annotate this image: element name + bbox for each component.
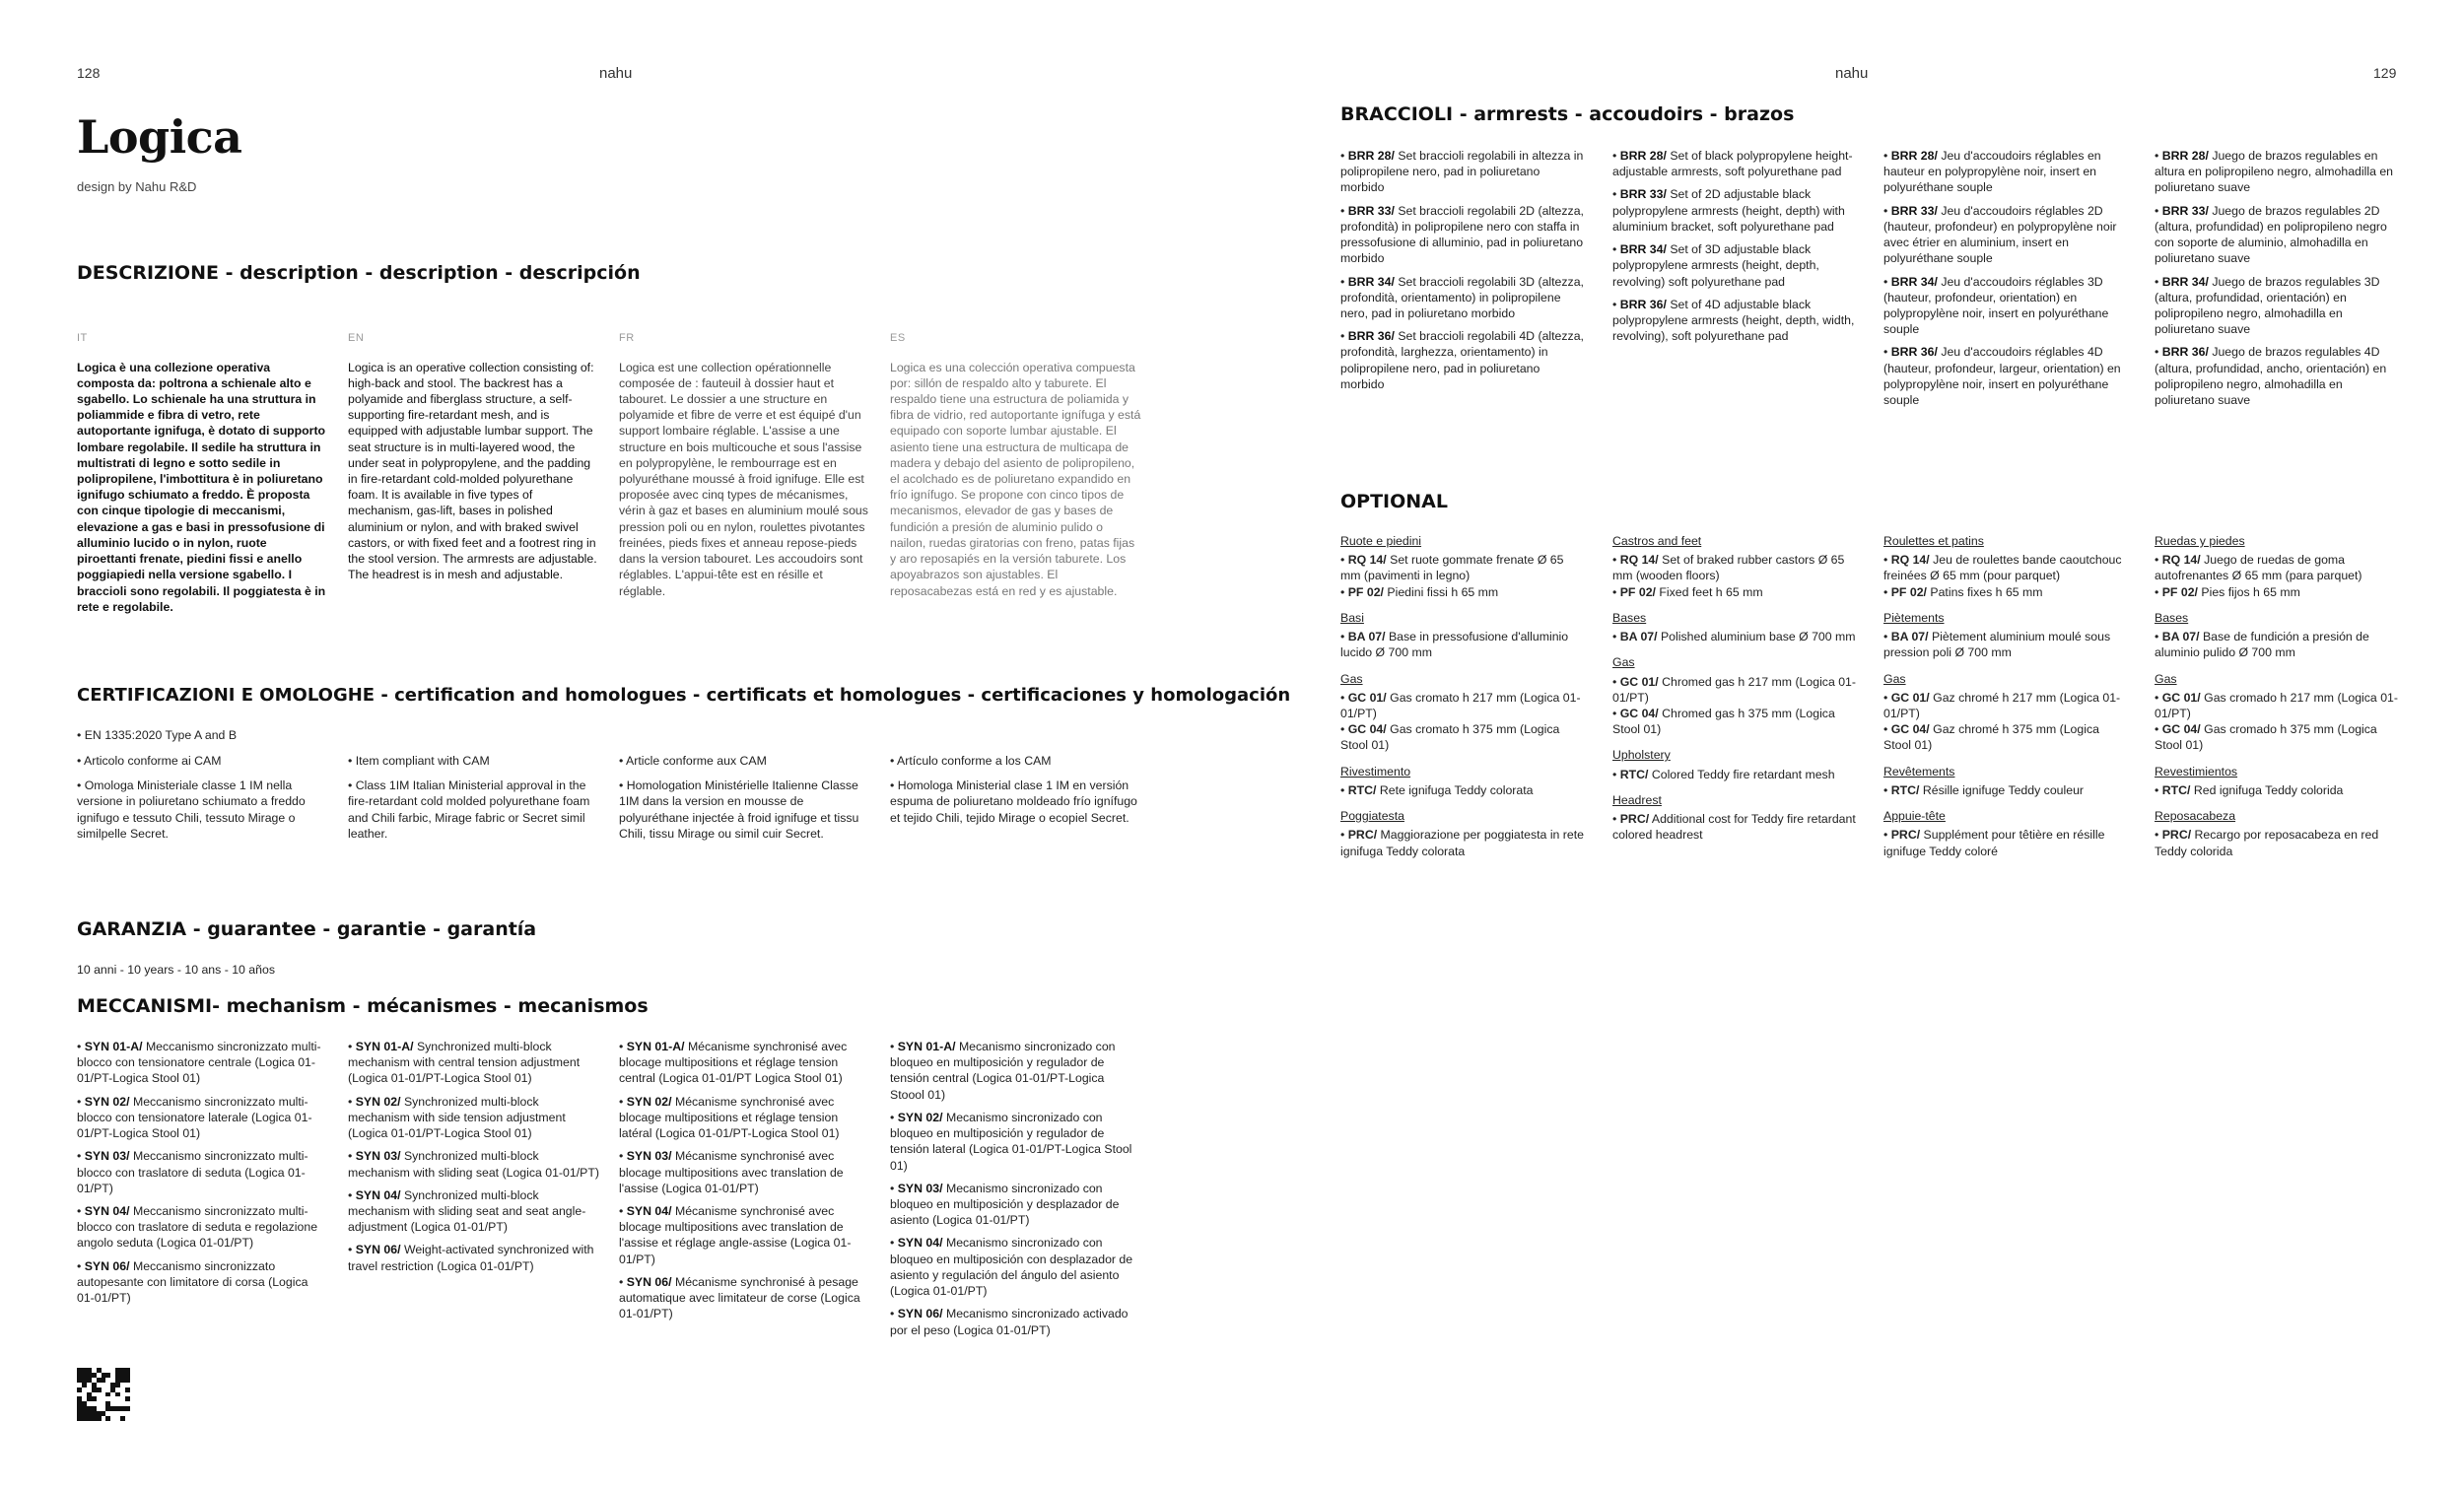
ministerial-homologation: • Homologa Ministerial clase 1 IM en versión espuma de poliuretano moldeado frío ignífugo et tejido Chili, tejido Mirage o ecopiel Secret. — [890, 778, 1137, 825]
optional-text: Polished aluminium base Ø 700 mm — [1660, 630, 1856, 644]
armrest-code: BRR 33/ — [1347, 203, 1395, 218]
mechanism-code: SYN 01-A/ — [897, 1040, 956, 1053]
optional-text: Piètement aluminium moulé sous pression poli Ø 700 mm — [1883, 630, 2111, 660]
armrest-item: • BRR 34/ Jeu d'accoudoirs réglables 3D (hauteur, profondeur, orientation) en polypropylène noir, insert en polyuréthane souple — [1883, 274, 2109, 337]
armrest-column-fr — [1883, 148, 2130, 415]
mechanism-text: Synchronized multi-block mechanism with central tension adjustment (Logica 01-01/PT-Logica Stool 01) — [348, 1040, 581, 1086]
mechanism-text: Meccanismo sincronizzato multi-blocco con tensionatore centrale (Logica 01-01/PT-Logica Stool 01) — [77, 1040, 321, 1086]
optional-item: • PF 02/ Pies fijos h 65 mm — [2155, 584, 2300, 599]
optional-item: • PF 02/ Patins fixes h 65 mm — [1883, 584, 2043, 599]
optional-item: • GC 04/ Chromed gas h 375 mm (Logica Stool 01) — [1612, 706, 1835, 737]
optional-category: Gas — [1612, 655, 1635, 670]
optional-category: Headrest — [1612, 792, 1662, 807]
optional-category: Rivestimento — [1340, 764, 1411, 778]
mechanism-code: SYN 03/ — [626, 1149, 672, 1164]
optional-code: RQ 14/ — [1890, 553, 1930, 568]
optional-text: Additional cost for Teddy fire retardant colored headrest — [1612, 812, 1856, 843]
optional-category: Revestimientos — [2155, 764, 2238, 778]
optional-category: Upholstery — [1612, 748, 1671, 763]
armrest-text: Jeu d'accoudoirs réglables 2D (hauteur, profondeur) en polypropylène noir avec étrier en aluminium, insert en polyuréthane souple — [1883, 203, 2117, 266]
designer-credit: design by Nahu R&D — [77, 179, 197, 194]
optional-category: Revêtements — [1883, 764, 1955, 778]
armrest-item: • BRR 33/ Set of 2D adjustable black polypropylene armrests (height, depth) with aluminium bracket, soft polyurethane pad — [1612, 187, 1845, 234]
mechanism-item: • SYN 03/ Synchronized multi-block mechanism with sliding seat (Logica 01-01/PT) — [348, 1149, 599, 1180]
armrest-text: Jeu d'accoudoirs réglables en hauteur en polypropylène noir, insert en polyuréthane souple — [1883, 149, 2101, 195]
mechanism-code: SYN 06/ — [355, 1243, 401, 1257]
mechanism-text: Mécanisme synchronisé avec blocage multipositions et réglage tension latéral (Logica 01-01/PT-Logica Stool 01) — [619, 1094, 840, 1141]
optional-item: • GC 01/ Chromed gas h 217 mm (Logica 01-01/PT) — [1612, 674, 1856, 705]
optional-item: • RTC/ Red ignifuga Teddy colorida — [2155, 782, 2344, 797]
mechanism-text: Meccanismo sincronizzato multi-blocco con traslatore di seduta e regolazione angolo seduta (Logica 01-01/PT) — [77, 1203, 318, 1251]
mechanism-item: • SYN 01-A/ Mécanisme synchronisé avec blocage multipositions et réglage tension central (Logica 01-01/PT Logica Stool 01) — [619, 1040, 848, 1086]
armrest-item: • BRR 33/ Jeu d'accoudoirs réglables 2D (hauteur, profondeur) en polypropylène noir avec étrier en aluminium, insert en polyuréthane souple — [1883, 203, 2117, 266]
optional-category: Gas — [2155, 671, 2177, 686]
armrest-text: Set braccioli regolabili in altezza in polipropilene nero, pad in poliuretano morbido — [1340, 149, 1584, 195]
armrest-text: Set braccioli regolabili 4D (altezza, profondità, larghezza, orientamento) in polipropilene nero, pad in poliuretano morbido — [1340, 329, 1584, 391]
optional-item: • GC 04/ Gas cromado h 375 mm (Logica Stool 01) — [2155, 722, 2377, 753]
optional-item: • GC 04/ Gaz chromé h 375 mm (Logica Stool 01) — [1883, 722, 2099, 753]
optional-text: Base de fundición a presión de aluminio pulido Ø 700 mm — [2155, 630, 2369, 660]
mechanism-code: SYN 01-A/ — [84, 1040, 143, 1053]
optional-code: GC 01/ — [1347, 690, 1387, 705]
armrest-text: Jeu d'accoudoirs réglables 3D (hauteur, profondeur, orientation) en polypropylène noir, insert en polyuréthane souple — [1883, 274, 2109, 337]
armrest-item: • BRR 28/ Jeu d'accoudoirs réglables en hauteur en polypropylène noir, insert en polyuréthane souple — [1883, 149, 2101, 195]
armrest-text: Set braccioli regolabili 3D (altezza, profondità, orientamento) in polipropilene nero, pad in poliuretano morbido — [1340, 274, 1584, 320]
mechanism-code: SYN 04/ — [626, 1203, 672, 1218]
optional-code: PF 02/ — [1619, 584, 1656, 599]
qr-code-icon[interactable] — [77, 1368, 130, 1421]
optional-column-es — [2155, 533, 2401, 859]
brand-right: nahu — [1835, 65, 1869, 82]
armrest-item: • BRR 33/ Juego de brazos regulables 2D (altura, profundidad) en polipropileno negro con soporte de aluminio, almohadilla en poliuretano suave — [2155, 203, 2387, 266]
armrest-item: • BRR 28/ Set of black polypropylene height-adjustable armrests, soft polyurethane pad — [1612, 149, 1853, 179]
optional-text: Piedini fissi h 65 mm — [1387, 584, 1499, 599]
optional-text: Gaz chromé h 375 mm (Logica Stool 01) — [1883, 722, 2099, 753]
mechanism-text: Synchronized multi-block mechanism with sliding seat (Logica 01-01/PT) — [348, 1149, 599, 1180]
description-text: Logica è una collezione operativa composta da: poltrona a schienale alto e sgabello. Lo schienale ha una struttura in poliammide e fibra di vetro, rete autoportante ignifuga, è dotato di supporto lombare regolabile. Il sedile ha struttura in multistrati di legno e sotto sedile in polipropilene, l'imbottitura è in poliuretano ignifugo schiumato a freddo. È proposta con cinque tipologie di meccanismi, elevazione a gas e basi in pressofusione di alluminio lucido o in nylon, ruote piroettanti frenate, piedini fissi e anello poggiapiedi nella versione sgabello. I braccioli sono regolabili. Il poggiatesta è in rete e regolabile. — [77, 360, 326, 614]
mechanism-code: SYN 06/ — [897, 1307, 943, 1321]
mechanism-text: Mecanismo sincronizado con bloqueo en multiposición y regulador de tensión central (Logica 01-01/PT-Logica Stoool 01) — [890, 1040, 1116, 1102]
mechanism-column-it — [77, 1039, 328, 1313]
armrest-code: BRR 33/ — [2161, 203, 2209, 218]
mechanism-text: Mécanisme synchronisé avec blocage multipositions avec translation de l'assise (Logica 01-01/PT) — [619, 1149, 844, 1195]
optional-text: Gaz chromé h 217 mm (Logica 01-01/PT) — [1883, 690, 2121, 720]
armrest-item: • BRR 36/ Jeu d'accoudoirs réglables 4D (hauteur, profondeur, largeur, orientation) en polypropylène noir, insert en polyuréthane souple — [1883, 345, 2121, 408]
armrest-item: • BRR 36/ Set of 4D adjustable black polypropylene armrests (height, depth, width, revolving), soft polyurethane pad — [1612, 297, 1855, 344]
optional-code: PRC/ — [1890, 828, 1921, 843]
optional-code: GC 04/ — [1619, 706, 1659, 720]
brand-left: nahu — [599, 65, 633, 82]
optional-code: GC 01/ — [2161, 690, 2201, 705]
optional-code: RTC/ — [1347, 782, 1377, 797]
mechanism-code: SYN 02/ — [355, 1094, 401, 1109]
mechanism-code: SYN 04/ — [897, 1236, 943, 1251]
mechanism-code: SYN 04/ — [84, 1203, 130, 1218]
mechanism-item: • SYN 06/ Meccanismo sincronizzato autopesante con limitatore di corsa (Logica 01-01/PT) — [77, 1258, 308, 1306]
cam-compliance: • Article conforme aux CAM — [619, 754, 767, 768]
mechanism-code: SYN 02/ — [84, 1094, 130, 1109]
mechanism-text: Synchronized multi-block mechanism with side tension adjustment (Logica 01-01/PT-Logica Stool 01) — [348, 1094, 566, 1141]
mechanism-text: Mecanismo sincronizado con bloqueo en multiposición y regulador de tensión lateral (Logica 01-01/PT-Logica Stool 01) — [890, 1110, 1132, 1173]
optional-column-fr — [1883, 533, 2130, 859]
optional-text: Jeu de roulettes bande caoutchouc freinées Ø 65 mm (pour parquet) — [1883, 553, 2122, 583]
optional-code: PF 02/ — [1347, 584, 1384, 599]
certification-column-es — [890, 753, 1141, 835]
optional-text: Gas cromado h 375 mm (Logica Stool 01) — [2155, 722, 2377, 753]
mechanism-item: • SYN 03/ Mécanisme synchronisé avec blocage multipositions avec translation de l'assise (Logica 01-01/PT) — [619, 1149, 844, 1195]
armrest-code: BRR 36/ — [1347, 329, 1395, 344]
optional-heading: OPTIONAL — [1340, 491, 1448, 512]
armrest-item: • BRR 28/ Juego de brazos regulables en altura en polipropileno negro, almohadilla en poliuretano suave — [2155, 149, 2394, 195]
optional-item: • RQ 14/ Set ruote gommate frenate Ø 65 mm (pavimenti in legno) — [1340, 553, 1564, 583]
optional-item: • RTC/ Rete ignifuga Teddy colorata — [1340, 782, 1534, 797]
optional-category: Gas — [1340, 671, 1363, 686]
armrest-text: Juego de brazos regulables 4D (altura, profundidad, ancho, orientación) en polipropileno negro, almohadilla en poliuretano suave — [2155, 345, 2387, 408]
armrest-item: • BRR 34/ Juego de brazos regulables 3D (altura, profundidad, orientación) en polipropileno negro, almohadilla en poliuretano suave — [2155, 274, 2380, 337]
armrest-code: BRR 28/ — [1347, 149, 1395, 163]
optional-text: Chromed gas h 375 mm (Logica Stool 01) — [1612, 706, 1835, 737]
page-number-right: 129 — [2373, 65, 2397, 81]
mechanism-text: Mécanisme synchronisé à pesage automatique avec limitateur de corse (Logica 01-01/PT) — [619, 1274, 860, 1321]
mechanism-code: SYN 03/ — [84, 1149, 130, 1164]
armrest-code: BRR 34/ — [1890, 274, 1938, 289]
optional-code: RTC/ — [1890, 782, 1920, 797]
optional-code: RQ 14/ — [1619, 553, 1659, 568]
armrest-code: BRR 34/ — [1619, 242, 1667, 257]
mechanism-text: Weight-activated synchronized with travel restriction (Logica 01-01/PT) — [348, 1243, 594, 1273]
page-number-left: 128 — [77, 65, 101, 81]
optional-text: Gas cromato h 217 mm (Logica 01-01/PT) — [1340, 690, 1581, 720]
armrest-item: • BRR 36/ Set braccioli regolabili 4D (altezza, profondità, larghezza, orientamento) in polipropilene nero, pad in poliuretano morbido — [1340, 329, 1584, 391]
optional-text: Recargo por reposacabeza en red Teddy colorida — [2155, 828, 2379, 858]
certification-column-it — [77, 753, 328, 850]
certification-column-fr — [619, 753, 870, 850]
mechanism-item: • SYN 02/ Synchronized multi-block mechanism with side tension adjustment (Logica 01-01/PT-Logica Stool 01) — [348, 1094, 566, 1141]
armrest-item: • BRR 28/ Set braccioli regolabili in altezza in polipropilene nero, pad in poliuretano morbido — [1340, 149, 1584, 195]
armrest-item: • BRR 36/ Juego de brazos regulables 4D (altura, profundidad, ancho, orientación) en polipropileno negro, almohadilla en poliuretano suave — [2155, 345, 2387, 408]
optional-text: Supplément pour têtière en résille ignifuge Teddy coloré — [1883, 828, 2105, 858]
description-column-fr — [619, 331, 870, 599]
armrest-text: Set of 3D adjustable black polypropylene armrests (height, depth, revolving) soft polyurethane pad — [1612, 242, 1819, 289]
armrest-code: BRR 36/ — [1619, 297, 1667, 311]
mechanism-item: • SYN 01-A/ Meccanismo sincronizzato multi-blocco con tensionatore centrale (Logica 01-01/PT-Logica Stool 01) — [77, 1040, 321, 1086]
armrest-code: BRR 28/ — [2161, 149, 2209, 163]
armrest-text: Juego de brazos regulables 2D (altura, profundidad) en polipropileno negro con soporte de aluminio, almohadilla en poliuretano suave — [2155, 203, 2387, 266]
armrest-code: BRR 34/ — [1347, 274, 1395, 289]
armrest-text: Juego de brazos regulables 3D (altura, profundidad, orientación) en polipropileno negro, almohadilla en poliuretano suave — [2155, 274, 2380, 337]
optional-item: • BA 07/ Base de fundición a presión de aluminio pulido Ø 700 mm — [2155, 630, 2369, 660]
mechanism-text: Mecanismo sincronizado activado por el peso (Logica 01-01/PT) — [890, 1307, 1129, 1337]
optional-item: • GC 01/ Gaz chromé h 217 mm (Logica 01-01/PT) — [1883, 690, 2121, 720]
optional-item: • PRC/ Supplément pour têtière en résille ignifuge Teddy coloré — [1883, 828, 2105, 858]
optional-text: Set of braked rubber castors Ø 65 mm (wooden floors) — [1612, 553, 1845, 583]
guarantee-text: 10 anni - 10 years - 10 ans - 10 años — [77, 963, 275, 977]
mechanism-text: Mécanisme synchronisé avec blocage multipositions avec translation de l'assise et réglage angle-assise (Logica 01-01/PT) — [619, 1203, 852, 1266]
optional-text: Colored Teddy fire retardant mesh — [1651, 767, 1835, 781]
armrest-text: Set of 2D adjustable black polypropylene armrests (height, depth) with aluminium bracket, soft polyurethane pad — [1612, 187, 1845, 234]
mechanism-code: SYN 03/ — [355, 1149, 401, 1164]
cam-compliance: • Item compliant with CAM — [348, 754, 490, 768]
armrest-column-it — [1340, 148, 1587, 399]
optional-category: Bases — [2155, 610, 2189, 625]
mechanism-code: SYN 02/ — [897, 1110, 943, 1124]
armrest-item: • BRR 34/ Set braccioli regolabili 3D (altezza, profondità, orientamento) in polipropilene nero, pad in poliuretano morbido — [1340, 274, 1584, 320]
mechanism-item: • SYN 04/ Synchronized multi-block mechanism with sliding seat and seat angle-adjustment (Logica 01-01/PT) — [348, 1187, 586, 1235]
mechanism-column-es — [890, 1039, 1141, 1345]
optional-item: • PF 02/ Fixed feet h 65 mm — [1612, 584, 1763, 599]
optional-code: RTC/ — [2161, 782, 2191, 797]
optional-category: Ruote e piedini — [1340, 534, 1422, 548]
optional-text: Base in pressofusione d'alluminio lucido Ø 700 mm — [1340, 630, 1569, 660]
optional-code: PF 02/ — [1890, 584, 1927, 599]
mechanism-column-fr — [619, 1039, 870, 1329]
mechanism-code: SYN 03/ — [897, 1181, 943, 1195]
optional-code: BA 07/ — [1347, 630, 1386, 644]
mechanism-code: SYN 02/ — [626, 1094, 672, 1109]
optional-text: Set ruote gommate frenate Ø 65 mm (pavimenti in legno) — [1340, 553, 1564, 583]
ministerial-homologation: • Homologation Ministérielle Italienne Classe 1IM dans la version en mousse de polyuréthane injectée à froid ignifuge et tissu Chili, tissu Mirage ou simil cuir Secret. — [619, 778, 859, 841]
optional-column-it — [1340, 533, 1587, 859]
optional-code: GC 01/ — [1890, 690, 1930, 705]
description-heading: DESCRIZIONE - description - description - descripción — [77, 262, 641, 284]
language-label: IT — [77, 332, 88, 344]
description-text: Logica es una colección operativa compuesta por: sillón de respaldo alto y taburete. El respaldo tiene una estructura de poliamida y fibra de vidrio, red autoportante ignífuga y está equipado con soporte lumbar ajustable. El asiento tiene una estructura de multicapa de madera y debajo del asiento de polipropileno, el acolchado es de poliuretano expandido en frío ignífugo. Se propone con cinco tipos de mecanismos, elevador de gas y bases de fundición a presión de aluminio pulido o nailon, ruedas giratorias con freno, patas fijas y aro reposapiés en la versión taburete. Los apoyabrazos son ajustables. El reposacabezas está en red y es ajustable. — [890, 360, 1141, 598]
mechanism-item: • SYN 01-A/ Synchronized multi-block mechanism with central tension adjustment (Logica 01-01/PT-Logica Stool 01) — [348, 1040, 581, 1086]
optional-text: Chromed gas h 217 mm (Logica 01-01/PT) — [1612, 674, 1856, 705]
mechanism-item: • SYN 04/ Meccanismo sincronizzato multi-blocco con traslatore di seduta e regolazione angolo seduta (Logica 01-01/PT) — [77, 1203, 318, 1251]
mechanism-text: Synchronized multi-block mechanism with sliding seat and seat angle-adjustment (Logica 01-01/PT) — [348, 1187, 586, 1235]
mechanism-item: • SYN 04/ Mécanisme synchronisé avec blocage multipositions avec translation de l'assise et réglage angle-assise (Logica 01-01/PT) — [619, 1203, 852, 1266]
optional-code: GC 04/ — [1347, 722, 1387, 737]
optional-code: RQ 14/ — [2161, 553, 2201, 568]
armrests-heading: BRACCIOLI - armrests - accoudoirs - brazos — [1340, 103, 1795, 125]
armrest-text: Set braccioli regolabili 2D (altezza, profondità) in polipropilene nero con staffa in pressofusione di alluminio, pad in poliuretano morbido — [1340, 203, 1584, 266]
optional-code: PRC/ — [1619, 812, 1650, 827]
armrest-code: BRR 36/ — [1890, 345, 1938, 360]
optional-text: Maggiorazione per poggiatesta in rete ignifuga Teddy colorata — [1340, 828, 1584, 858]
mechanism-item: • SYN 06/ Mecanismo sincronizado activado por el peso (Logica 01-01/PT) — [890, 1307, 1129, 1337]
mechanism-item: • SYN 02/ Mecanismo sincronizado con bloqueo en multiposición y regulador de tensión lateral (Logica 01-01/PT-Logica Stool 01) — [890, 1110, 1132, 1173]
mechanisms-heading: MECCANISMI- mechanism - mécanismes - mecanismos — [77, 995, 649, 1017]
mechanism-code: SYN 06/ — [84, 1258, 130, 1273]
optional-code: RTC/ — [1619, 767, 1649, 781]
optional-text: Gas cromato h 375 mm (Logica Stool 01) — [1340, 722, 1560, 753]
mechanism-item: • SYN 04/ Mecanismo sincronizado con bloqueo en multiposición con desplazador de asiento y regulación del ángulo del asiento (Logica 01-01/PT) — [890, 1236, 1133, 1299]
optional-category: Poggiatesta — [1340, 809, 1404, 824]
description-text: Logica est une collection opérationnelle composée de : fauteuil à dossier haut et tabouret. Le dossier a une structure en polyamide et fibre de verre et est équipé d'un support lombaire réglable. L'assise a une structure en bois multicouche et sous l'assise en polypropylène, le rembourrage est en polyuréthane moussé à froid ignifuge. Elle est proposée avec cinq types de mécanismes, vérin à gaz et bases en aluminium moulé sous pression poli ou en nylon, roulettes pivotantes freinées, pieds fixes et anneau repose-pieds dans la version tabouret. Les accoudoirs sont réglables. L'appui-tête est en résille et réglable. — [619, 360, 868, 598]
description-text: Logica is an operative collection consisting of: high-back and stool. The backrest has a polyamide and fiberglass structure, a self-supporting fire-retardant mesh, and is equipped with adjustable lumbar support. The seat structure is in multi-layered wood, the under seat in polypropylene, and the padding in fire-retardant cold-molded polyurethane foam. It is available in five types of mechanism, gas-lift, bases in polished aluminium or nylon, and with braked swivel castors, or with fixed feet and a footrest ring in the stool version. The armrests are adjustable. The headrest is in mesh and adjustable. — [348, 360, 597, 582]
description-column-es — [890, 331, 1141, 599]
mechanism-text: Meccanismo sincronizzato multi-blocco con tensionatore laterale (Logica 01-01/PT-Logica Stool 01) — [77, 1094, 312, 1141]
mechanism-item: • SYN 06/ Mécanisme synchronisé à pesage automatique avec limitateur de corse (Logica 01-01/PT) — [619, 1274, 860, 1321]
optional-code: BA 07/ — [2161, 630, 2200, 644]
mechanism-text: Mecanismo sincronizado con bloqueo en multiposición y desplazador de asiento (Logica 01-01/PT) — [890, 1181, 1120, 1228]
optional-item: • RQ 14/ Juego de ruedas de goma autofrenantes Ø 65 mm (para parquet) — [2155, 553, 2362, 583]
mechanism-item: • SYN 06/ Weight-activated synchronized with travel restriction (Logica 01-01/PT) — [348, 1243, 594, 1273]
optional-column-en — [1612, 533, 1859, 844]
armrest-text: Juego de brazos regulables en altura en polipropileno negro, almohadilla en poliuretano suave — [2155, 149, 2394, 195]
optional-item: • BA 07/ Polished aluminium base Ø 700 mm — [1612, 630, 1856, 644]
optional-item: • GC 04/ Gas cromato h 375 mm (Logica Stool 01) — [1340, 722, 1560, 753]
armrest-item: • BRR 33/ Set braccioli regolabili 2D (altezza, profondità) in polipropilene nero con staffa in pressofusione di alluminio, pad in poliuretano morbido — [1340, 203, 1584, 266]
mechanism-code: SYN 06/ — [626, 1274, 672, 1289]
optional-category: Appuie-tête — [1883, 809, 1946, 824]
mechanism-text: Meccanismo sincronizzato autopesante con limitatore di corsa (Logica 01-01/PT) — [77, 1258, 308, 1306]
optional-item: • RQ 14/ Set of braked rubber castors Ø 65 mm (wooden floors) — [1612, 553, 1845, 583]
mechanism-code: SYN 04/ — [355, 1187, 401, 1202]
optional-item: • BA 07/ Base in pressofusione d'alluminio lucido Ø 700 mm — [1340, 630, 1569, 660]
armrest-text: Set of black polypropylene height-adjustable armrests, soft polyurethane pad — [1612, 149, 1853, 179]
mechanism-code: SYN 01-A/ — [626, 1040, 685, 1053]
cam-compliance: • Artículo conforme a los CAM — [890, 754, 1052, 768]
ministerial-homologation: • Class 1IM Italian Ministerial approval in the fire-retardant cold molded polyurethane foam and Chili farbic, Mirage fabric or Secret simil leather. — [348, 778, 590, 841]
optional-category: Piètements — [1883, 610, 1945, 625]
armrest-column-en — [1612, 148, 1859, 351]
guarantee-heading: GARANZIA - guarantee - garantie - garantía — [77, 918, 537, 940]
optional-code: GC 04/ — [2161, 722, 2201, 737]
optional-item: • PRC/ Maggiorazione per poggiatesta in rete ignifuga Teddy colorata — [1340, 828, 1584, 858]
optional-item: • PRC/ Recargo por reposacabeza en red Teddy colorida — [2155, 828, 2379, 858]
optional-category: Ruedas y piedes — [2155, 534, 2245, 548]
armrest-code: BRR 33/ — [1619, 187, 1667, 202]
optional-text: Pies fijos h 65 mm — [2201, 584, 2300, 599]
optional-text: Fixed feet h 65 mm — [1659, 584, 1763, 599]
armrest-code: BRR 33/ — [1890, 203, 1938, 218]
mechanism-code: SYN 01-A/ — [355, 1040, 414, 1053]
mechanism-column-en — [348, 1039, 599, 1281]
optional-category: Bases — [1612, 610, 1647, 625]
optional-text: Juego de ruedas de goma autofrenantes Ø 65 mm (para parquet) — [2155, 553, 2362, 583]
optional-item: • RQ 14/ Jeu de roulettes bande caoutchouc freinées Ø 65 mm (pour parquet) — [1883, 553, 2122, 583]
optional-code: PF 02/ — [2161, 584, 2198, 599]
optional-item: • PRC/ Additional cost for Teddy fire retardant colored headrest — [1612, 812, 1856, 843]
optional-category: Roulettes et patins — [1883, 534, 1984, 548]
optional-category: Castros and feet — [1612, 534, 1702, 548]
language-label: ES — [890, 332, 906, 344]
optional-category: Reposacabeza — [2155, 809, 2236, 824]
armrest-code: BRR 34/ — [2161, 274, 2209, 289]
optional-code: GC 01/ — [1619, 674, 1659, 689]
armrest-text: Jeu d'accoudoirs réglables 4D (hauteur, profondeur, largeur, orientation) en polypropylène noir, insert en polyuréthane souple — [1883, 345, 2121, 408]
armrest-column-es — [2155, 148, 2401, 415]
optional-item: • BA 07/ Piètement aluminium moulé sous pression poli Ø 700 mm — [1883, 630, 2111, 660]
optional-code: BA 07/ — [1890, 630, 1929, 644]
optional-code: GC 04/ — [1890, 722, 1930, 737]
optional-item: • GC 01/ Gas cromado h 217 mm (Logica 01-01/PT) — [2155, 690, 2398, 720]
optional-code: RQ 14/ — [1347, 553, 1387, 568]
armrest-code: BRR 28/ — [1619, 149, 1667, 163]
optional-item: • RTC/ Résille ignifuge Teddy couleur — [1883, 782, 2085, 797]
mechanism-item: • SYN 03/ Mecanismo sincronizado con bloqueo en multiposición y desplazador de asiento (Logica 01-01/PT) — [890, 1181, 1120, 1228]
armrest-code: BRR 36/ — [2161, 345, 2209, 360]
optional-item: • RTC/ Colored Teddy fire retardant mesh — [1612, 767, 1835, 781]
optional-code: PRC/ — [2161, 828, 2192, 843]
optional-category: Gas — [1883, 671, 1906, 686]
armrest-code: BRR 28/ — [1890, 149, 1938, 163]
mechanism-text: Mécanisme synchronisé avec blocage multipositions et réglage tension central (Logica 01-01/PT Logica Stool 01) — [619, 1040, 848, 1086]
armrest-text: Set of 4D adjustable black polypropylene armrests (height, depth, width, revolving), soft polyurethane pad — [1612, 297, 1855, 344]
armrest-item: • BRR 34/ Set of 3D adjustable black polypropylene armrests (height, depth, revolving) soft polyurethane pad — [1612, 242, 1819, 289]
cam-compliance: • Articolo conforme ai CAM — [77, 754, 222, 768]
certification-standard: • EN 1335:2020 Type A and B — [77, 728, 238, 742]
optional-text: Rete ignifuga Teddy colorata — [1379, 782, 1534, 797]
mechanism-text: Mecanismo sincronizado con bloqueo en multiposición con desplazador de asiento y regulación del ángulo del asiento (Logica 01-01/PT) — [890, 1236, 1133, 1299]
optional-code: BA 07/ — [1619, 630, 1658, 644]
page-title: Logica — [77, 110, 242, 164]
description-column-en — [348, 331, 599, 583]
description-column-it — [77, 331, 328, 615]
optional-code: PRC/ — [1347, 828, 1378, 843]
optional-item: • PF 02/ Piedini fissi h 65 mm — [1340, 584, 1499, 599]
optional-text: Red ignifuga Teddy colorida — [2193, 782, 2344, 797]
optional-category: Basi — [1340, 610, 1364, 625]
mechanism-item: • SYN 02/ Meccanismo sincronizzato multi-blocco con tensionatore laterale (Logica 01-01/PT-Logica Stool 01) — [77, 1094, 312, 1141]
mechanism-item: • SYN 03/ Meccanismo sincronizzato multi-blocco con traslatore di seduta (Logica 01-01/PT) — [77, 1149, 308, 1195]
certification-column-en — [348, 753, 599, 850]
qr-module — [125, 1416, 130, 1421]
optional-text: Gas cromado h 217 mm (Logica 01-01/PT) — [2155, 690, 2398, 720]
mechanism-item: • SYN 01-A/ Mecanismo sincronizado con bloqueo en multiposición y regulador de tensión central (Logica 01-01/PT-Logica Stoool 01) — [890, 1040, 1116, 1102]
mechanism-item: • SYN 02/ Mécanisme synchronisé avec blocage multipositions et réglage tension latéral (Logica 01-01/PT-Logica Stool 01) — [619, 1094, 840, 1141]
language-label: FR — [619, 332, 635, 344]
language-label: EN — [348, 332, 365, 344]
optional-text: Patins fixes h 65 mm — [1930, 584, 2043, 599]
optional-text: Résille ignifuge Teddy couleur — [1922, 782, 2085, 797]
optional-item: • GC 01/ Gas cromato h 217 mm (Logica 01-01/PT) — [1340, 690, 1581, 720]
certifications-heading: CERTIFICAZIONI E OMOLOGHE - certification and homologues - certificats et homologues - certificaciones y homologación — [77, 685, 1291, 706]
ministerial-homologation: • Omologa Ministeriale classe 1 IM nella versione in poliuretano schiumato a freddo ignifugo e tessuto Chili, tessuto Mirage o similpelle Secret. — [77, 778, 306, 841]
mechanism-text: Meccanismo sincronizzato multi-blocco con traslatore di seduta (Logica 01-01/PT) — [77, 1149, 308, 1195]
